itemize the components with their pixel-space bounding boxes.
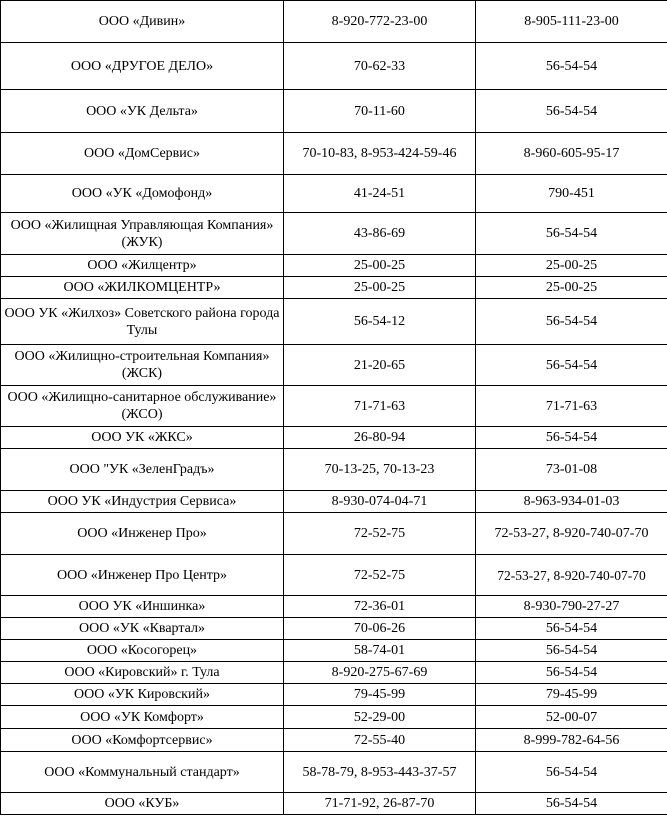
company-name-cell: ООО «Коммунальный стандарт»: [1, 752, 284, 793]
phone-cell: 72-52-75: [284, 513, 476, 555]
phone-cell: 58-74-01: [284, 640, 476, 662]
table-row: [1, 618, 667, 640]
phone-alt-cell: 8-963-934-01-03: [476, 491, 667, 513]
phone-alt-cell: 8-999-782-64-56: [476, 729, 667, 752]
company-name-cell: ООО «Комфортсервис»: [1, 729, 284, 752]
table-row: [1, 213, 667, 255]
table-row: [1, 596, 667, 618]
phone-cell: 72-55-40: [284, 729, 476, 752]
phone-cell: 70-06-26: [284, 618, 476, 640]
phone-alt-cell: 25-00-25: [476, 277, 667, 299]
table-row: [1, 90, 667, 133]
table-row: [1, 386, 667, 427]
phone-alt-cell: 8-905-111-23-00: [476, 1, 667, 43]
phone-cell: 21-20-65: [284, 345, 476, 386]
table-row: [1, 640, 667, 662]
company-name-cell: ООО «ДомСервис»: [1, 133, 284, 175]
company-name-cell: ООО «КУБ»: [1, 793, 284, 815]
company-name-cell: ООО «Жилищная Управляющая Компания» (ЖУК): [1, 213, 284, 255]
table-row: [1, 133, 667, 175]
phone-cell: 8-920-275-67-69: [284, 662, 476, 684]
phone-cell: 72-36-01: [284, 596, 476, 618]
phone-cell: 70-62-33: [284, 43, 476, 90]
company-name-cell: ООО «Инженер Про Центр»: [1, 555, 284, 596]
phone-alt-cell: 8-960-605-95-17: [476, 133, 667, 175]
phone-cell: 72-52-75: [284, 555, 476, 596]
phone-alt-cell: 56-54-54: [476, 345, 667, 386]
company-name-cell: ООО УК «Индустрия Сервиса»: [1, 491, 284, 513]
company-name-cell: ООО УК «ЖКС»: [1, 427, 284, 449]
phone-cell: 43-86-69: [284, 213, 476, 255]
table-row: [1, 175, 667, 213]
company-name-cell: ООО УК «Иншинка»: [1, 596, 284, 618]
phone-alt-cell: 56-54-54: [476, 90, 667, 133]
table-row: [1, 752, 667, 793]
company-name-cell: ООО «УК «Квартал»: [1, 618, 284, 640]
table-row: [1, 427, 667, 449]
phone-cell: 26-80-94: [284, 427, 476, 449]
phone-cell: 70-13-25, 70-13-23: [284, 449, 476, 491]
table-row: [1, 662, 667, 684]
company-name-cell: ООО "УК «ЗеленГрадъ»: [1, 449, 284, 491]
phone-alt-cell: 56-54-54: [476, 299, 667, 345]
phone-alt-cell: 56-54-54: [476, 427, 667, 449]
company-name-cell: ООО «ДРУГОЕ ДЕЛО»: [1, 43, 284, 90]
company-name-cell: ООО «УК Дельта»: [1, 90, 284, 133]
table-row: [1, 513, 667, 555]
company-name-cell: ООО «Косогорец»: [1, 640, 284, 662]
table-row: [1, 43, 667, 90]
company-name-cell: ООО «Дивин»: [1, 1, 284, 43]
table-row: [1, 684, 667, 706]
phone-cell: 52-29-00: [284, 706, 476, 729]
company-name-cell: ООО УК «Жилхоз» Советского района города Тулы: [1, 299, 284, 345]
phone-alt-cell: 56-54-54: [476, 793, 667, 815]
company-name-cell: ООО «УК «Домофонд»: [1, 175, 284, 213]
table-row: [1, 793, 667, 815]
table-row: [1, 299, 667, 345]
phone-alt-cell: 52-00-07: [476, 706, 667, 729]
company-name-cell: ООО «Жилищно-строительная Компания» (ЖСК): [1, 345, 284, 386]
phone-cell: 70-10-83, 8-953-424-59-46: [284, 133, 476, 175]
phone-cell: 58-78-79, 8-953-443-37-57: [284, 752, 476, 793]
phone-alt-cell: 56-54-54: [476, 213, 667, 255]
phone-cell: 71-71-63: [284, 386, 476, 427]
phone-cell: 70-11-60: [284, 90, 476, 133]
company-name-cell: ООО «ЖИЛКОМЦЕНТР»: [1, 277, 284, 299]
phone-cell: 25-00-25: [284, 255, 476, 277]
phone-alt-cell: 73-01-08: [476, 449, 667, 491]
table-row: [1, 255, 667, 277]
phone-cell: 79-45-99: [284, 684, 476, 706]
table-row: [1, 555, 667, 596]
phone-cell: 71-71-92, 26-87-70: [284, 793, 476, 815]
phone-alt-cell: 56-54-54: [476, 618, 667, 640]
phone-alt-cell: 79-45-99: [476, 684, 667, 706]
company-name-cell: ООО «УК Комфорт»: [1, 706, 284, 729]
company-name-cell: ООО «Жилищно-санитарное обслуживание» (ЖСО): [1, 386, 284, 427]
phone-alt-cell: 72-53-27, 8-920-740-07-70: [476, 555, 667, 596]
table-row: [1, 449, 667, 491]
phone-cell: 56-54-12: [284, 299, 476, 345]
phone-alt-cell: 71-71-63: [476, 386, 667, 427]
table-row: [1, 491, 667, 513]
company-name-cell: ООО «Кировский» г. Тула: [1, 662, 284, 684]
company-name-cell: ООО «Инженер Про»: [1, 513, 284, 555]
phone-alt-cell: 8-930-790-27-27: [476, 596, 667, 618]
phone-alt-cell: 56-54-54: [476, 662, 667, 684]
phone-alt-cell: 72-53-27, 8-920-740-07-70: [476, 513, 667, 555]
phone-alt-cell: 56-54-54: [476, 752, 667, 793]
phone-alt-cell: 56-54-54: [476, 640, 667, 662]
phone-cell: 8-930-074-04-71: [284, 491, 476, 513]
phone-cell: 41-24-51: [284, 175, 476, 213]
phone-cell: 25-00-25: [284, 277, 476, 299]
table-row: [1, 1, 667, 43]
company-name-cell: ООО «Жилцентр»: [1, 255, 284, 277]
phone-alt-cell: 790-451: [476, 175, 667, 213]
phone-alt-cell: 25-00-25: [476, 255, 667, 277]
phone-cell: 8-920-772-23-00: [284, 1, 476, 43]
table-row: [1, 729, 667, 752]
company-name-cell: ООО «УК Кировский»: [1, 684, 284, 706]
table-row: [1, 706, 667, 729]
table-row: [1, 277, 667, 299]
phone-alt-cell: 56-54-54: [476, 43, 667, 90]
table-row: [1, 345, 667, 386]
